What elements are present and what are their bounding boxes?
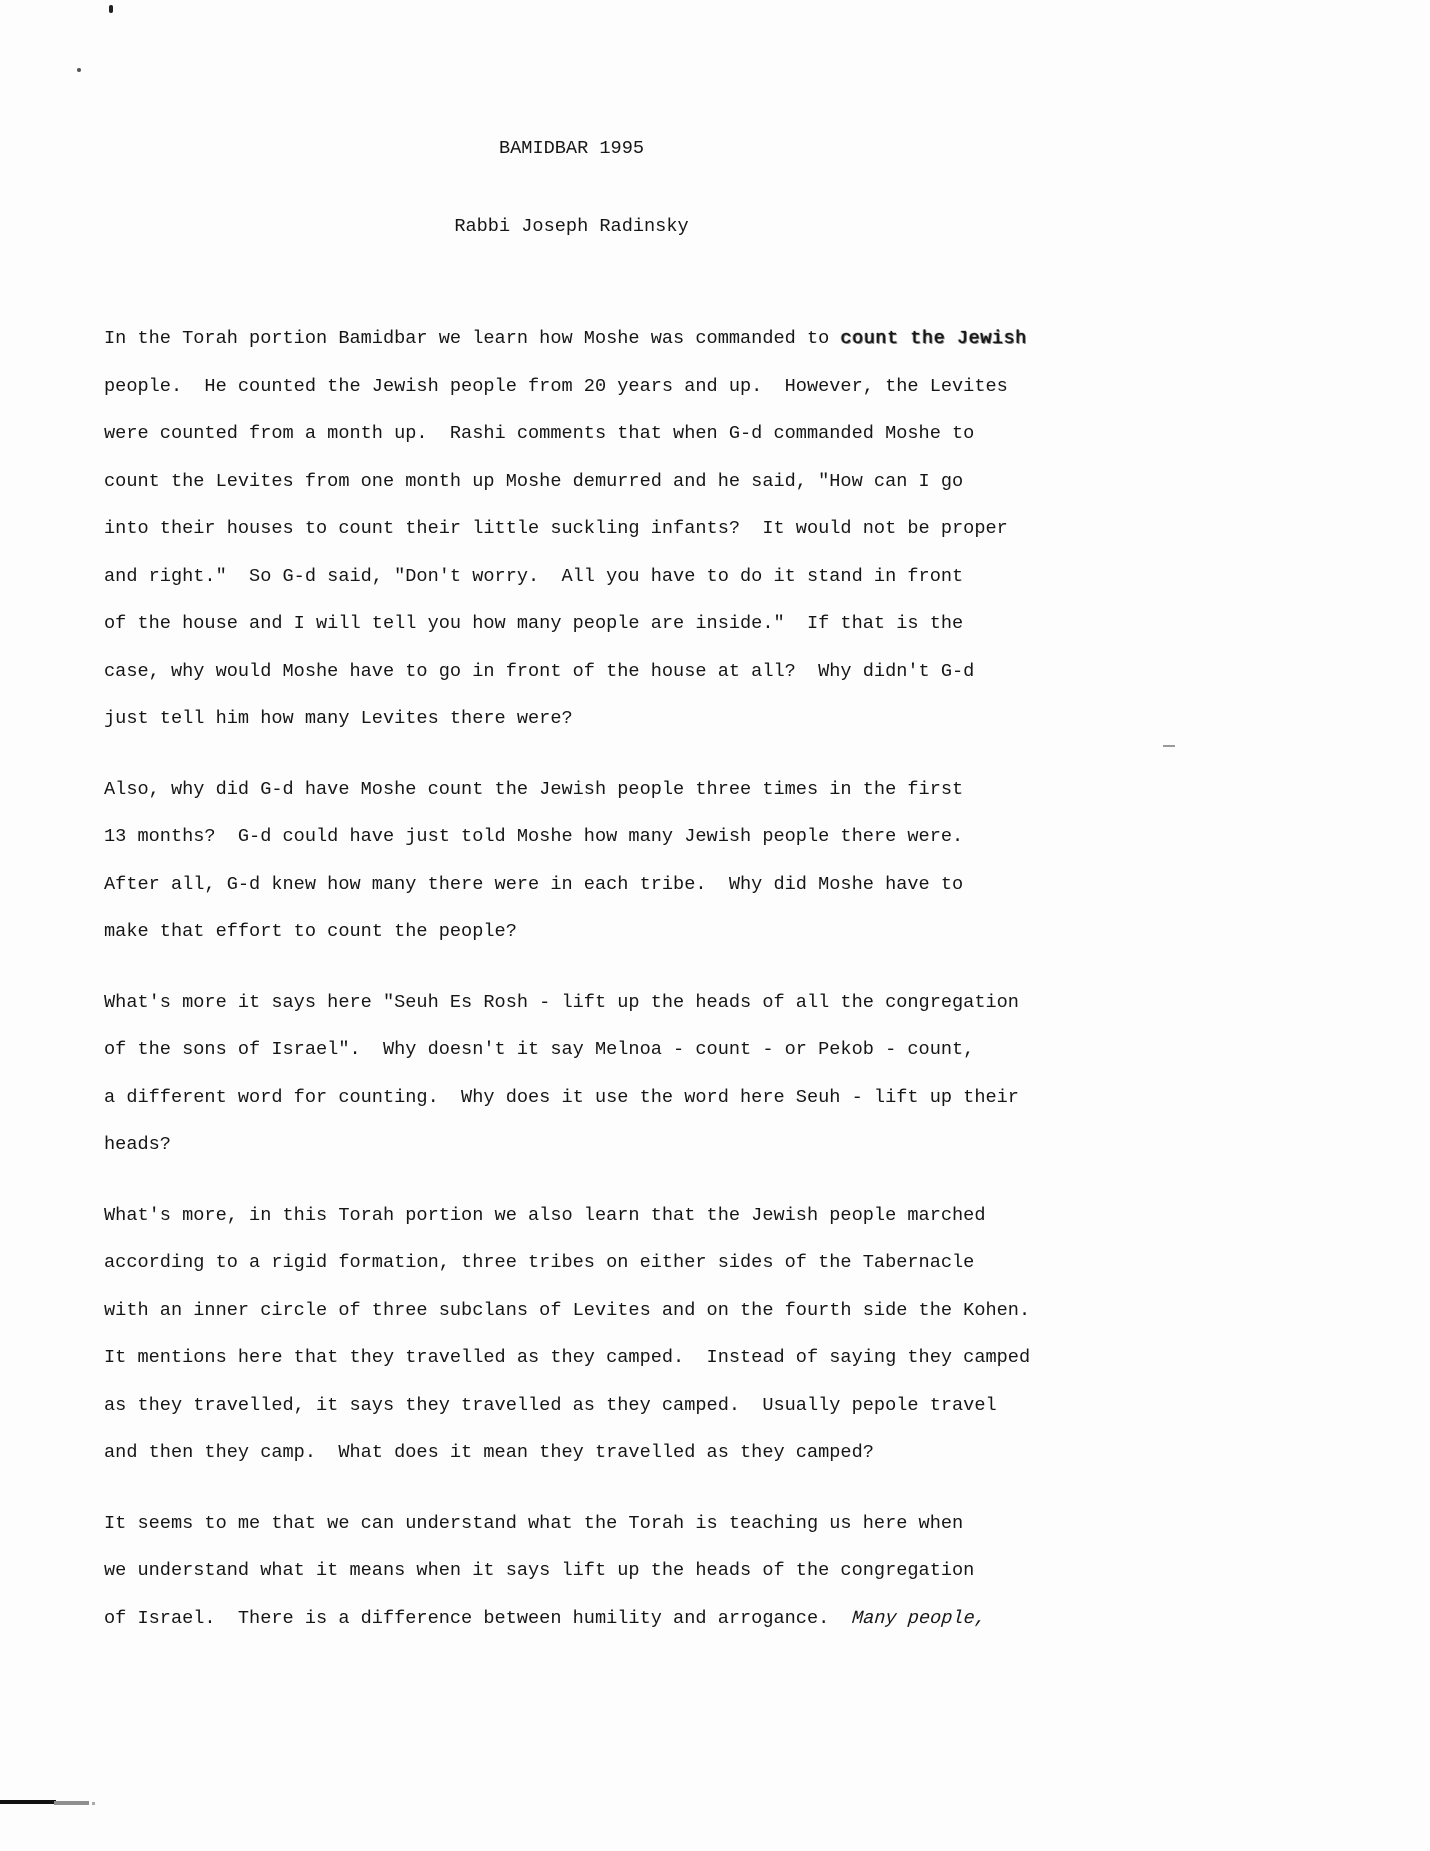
scan-artifact-dot (77, 68, 81, 72)
text-line: What's more, in this Torah portion we also learn that the Jewish people marched (104, 1204, 986, 1226)
text-line: and then they camp. What does it mean they travelled as they camped? (104, 1442, 874, 1463)
text-line: with an inner circle of three subclans of Levites and on the fourth side the Kohen. (104, 1299, 1031, 1321)
document-author: Rabbi Joseph Radinsky (454, 216, 689, 237)
text-line: of the house and I will tell you how many people are inside." If that is the (104, 613, 964, 634)
text-line: we understand what it means when it says lift up the heads of the congregation (104, 1560, 975, 1581)
text-line (104, 1595, 1039, 1643)
text-line: case, why would Moshe have to go in front of the house at all? Why didn't G-d (104, 660, 975, 682)
text-segment: of Israel. There is a difference between humility and arrogance. (104, 1607, 852, 1629)
text-line: into their houses to count their little suckling infants? It would not be proper (104, 518, 1008, 539)
text-line: make that effort to count the people? (104, 921, 517, 942)
text-line: It mentions here that they travelled as they camped. Instead of saying they camped (104, 1347, 1031, 1368)
scan-artifact-right-dash (1163, 745, 1175, 747)
document-title: BAMIDBAR 1995 (498, 138, 645, 159)
text-line: It seems to me that we can understand what the Torah is teaching us here when (104, 1512, 964, 1534)
paragraph-5 (104, 1500, 1039, 1643)
text-line: of the sons of Israel". Why doesn't it say Melnoa - count - or Pekob - count, (104, 1039, 975, 1060)
text-segment-smudged: count the Jewish (840, 328, 1027, 349)
text-line: count the Levites from one month up Moshe demurred and he said, "How can I go (104, 470, 964, 492)
paragraph-2 (104, 766, 1039, 956)
text-segment-italic: Many people, (850, 1607, 987, 1629)
paragraph-3 (104, 979, 1039, 1169)
text-line: as they travelled, it says they travelled as they camped. Usually pepole travel (104, 1394, 997, 1416)
text-line: 13 months? G-d could have just told Moshe how many Jewish people there were. (104, 826, 964, 847)
text-segment: In the Torah portion Bamidbar we learn how Moshe was commanded to (104, 328, 841, 349)
text-line: and right." So G-d said, "Don't worry. All you have to do it stand in front (104, 565, 964, 587)
text-line: a different word for counting. Why does it use the word here Seuh - lift up their (104, 1086, 1019, 1108)
text-line: were counted from a month up. Rashi comments that when G-d commanded Moshe to (104, 423, 975, 444)
text-column (104, 0, 1039, 1642)
document-header (104, 84, 1039, 292)
text-line: After all, G-d knew how many there were in each tribe. Why did Moshe have to (104, 873, 964, 895)
scan-artifact-bottom-rule-gray (54, 1801, 89, 1805)
text-line (104, 315, 1039, 363)
text-line: according to a rigid formation, three tribes on either sides of the Tabernacle (104, 1252, 975, 1273)
scan-artifact-bottom-rule (0, 1800, 56, 1804)
text-line: just tell him how many Levites there were? (104, 708, 573, 729)
paragraph-1 (104, 315, 1039, 743)
text-line: heads? (104, 1134, 171, 1155)
text-line: people. He counted the Jewish people from 20 years and up. However, the Levites (104, 375, 1008, 397)
text-line: Also, why did G-d have Moshe count the Jewish people three times in the first (104, 778, 964, 800)
paragraph-4 (104, 1192, 1039, 1477)
text-line: What's more it says here "Seuh Es Rosh - lift up the heads of all the congregation (104, 991, 1019, 1013)
scan-artifact-bottom-speck (92, 1802, 95, 1805)
